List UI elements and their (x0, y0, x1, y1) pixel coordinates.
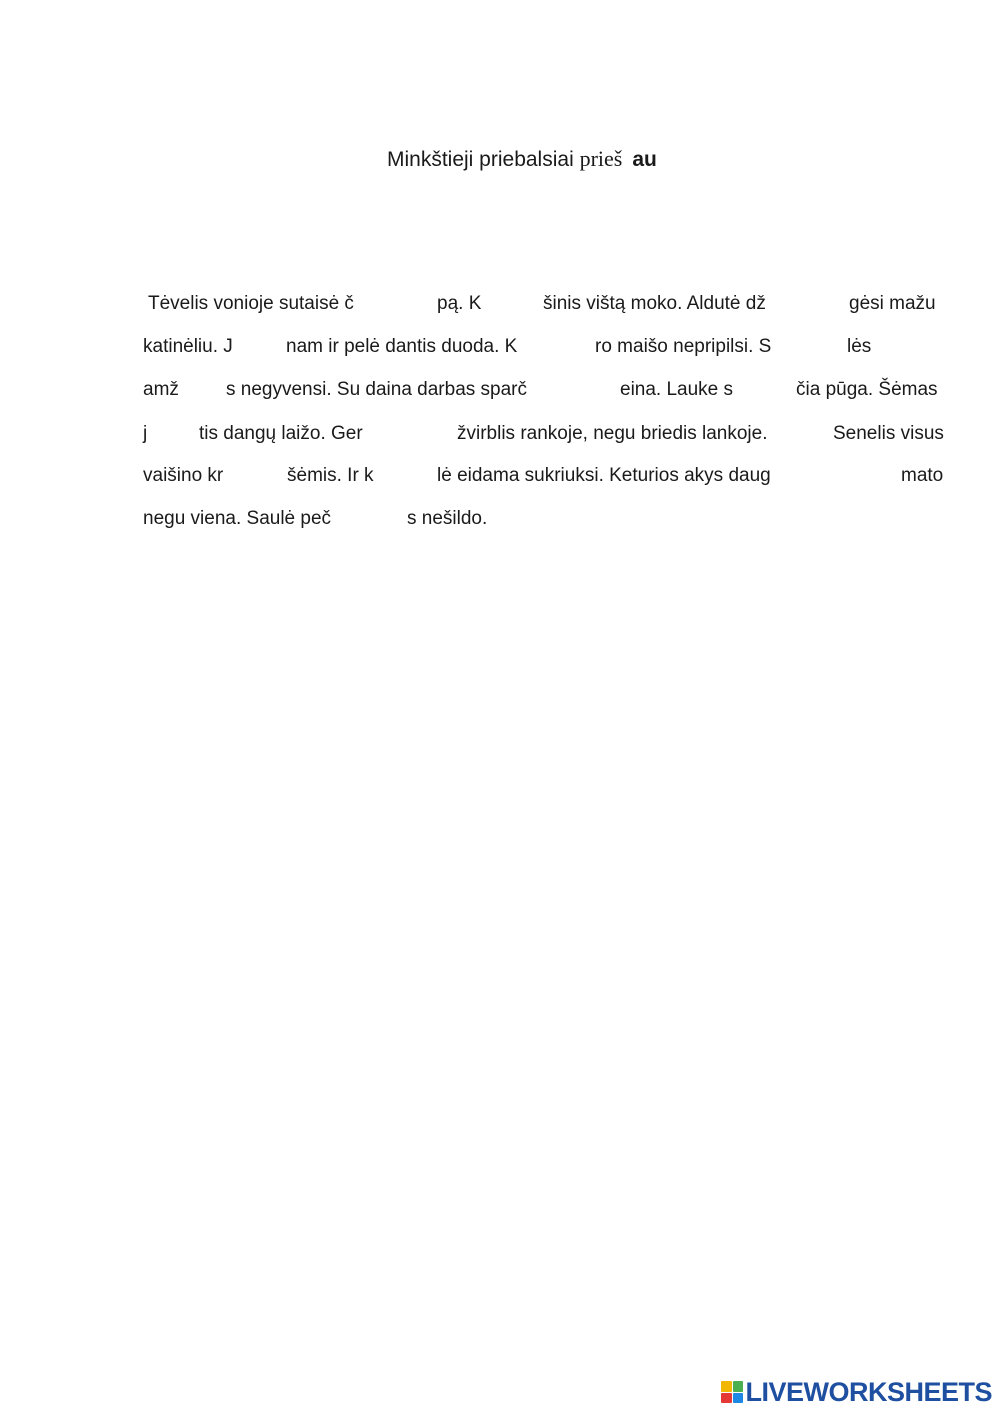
exercise-text (0, 0, 1000, 600)
answer-gap[interactable] (745, 379, 791, 401)
text-segment: gėsi mažu (849, 293, 936, 314)
text-segment: nam ir pelė dantis duoda. K (286, 336, 518, 357)
text-segment: ro maišo nepripilsi. S (595, 336, 772, 357)
text-segment: lės (847, 336, 872, 357)
text-segment: lė eidama sukriuksi. Keturios akys daug (437, 465, 771, 486)
answer-gap[interactable] (358, 508, 402, 530)
text-segment: amž (143, 379, 179, 400)
title-part-2: prieš (579, 146, 623, 171)
logo-mark-icon (721, 1381, 743, 1403)
logo-square (733, 1393, 744, 1404)
answer-gap[interactable] (392, 423, 450, 445)
text-segment: vaišino kr (143, 465, 224, 486)
answer-gap[interactable] (490, 293, 534, 315)
logo-square (733, 1381, 744, 1392)
text-segment: Senelis visus (833, 423, 944, 444)
text-segment: s nešildo. (407, 508, 488, 529)
answer-gap[interactable] (238, 465, 282, 487)
text-segment: mato (901, 465, 944, 486)
answer-gap[interactable] (154, 423, 194, 445)
answer-gap[interactable] (387, 465, 431, 487)
text-segment: šėmis. Ir k (287, 465, 374, 486)
text-segment: eina. Lauke s (620, 379, 734, 400)
text-segment: tis dangų laižo. Ger (199, 423, 363, 444)
text-segment: s negyvensi. Su daina darbas sparč (226, 379, 528, 400)
text-segment: Tėvelis vonioje sutaisė č (148, 293, 354, 314)
answer-gap[interactable] (246, 336, 282, 358)
answer-gap[interactable] (567, 379, 615, 401)
title-part-3: au (632, 148, 657, 171)
text-segment: šinis vištą moko. Aldutė dž (543, 293, 766, 314)
text-segment: katinėliu. J (143, 336, 233, 357)
text-segment: žvirblis rankoje, negu briedis lankoje. (457, 423, 768, 444)
answer-gap[interactable] (800, 293, 844, 315)
text-segment: pą. K (437, 293, 482, 314)
logo-square (721, 1393, 732, 1404)
answer-gap[interactable] (385, 293, 429, 315)
logo-square (721, 1381, 732, 1392)
title-part-1: Minkštieji priebalsiai (387, 148, 580, 171)
answer-gap[interactable] (796, 336, 844, 358)
liveworksheets-logo (721, 1377, 992, 1407)
answer-gap[interactable] (184, 379, 222, 401)
text-segment: negu viena. Saulė peč (143, 508, 332, 529)
text-segment: čia pūga. Šėmas (796, 379, 938, 400)
answer-gap[interactable] (549, 336, 589, 358)
text-segment: j (143, 423, 148, 444)
logo-text: LIVEWORKSHEETS (745, 1376, 992, 1407)
